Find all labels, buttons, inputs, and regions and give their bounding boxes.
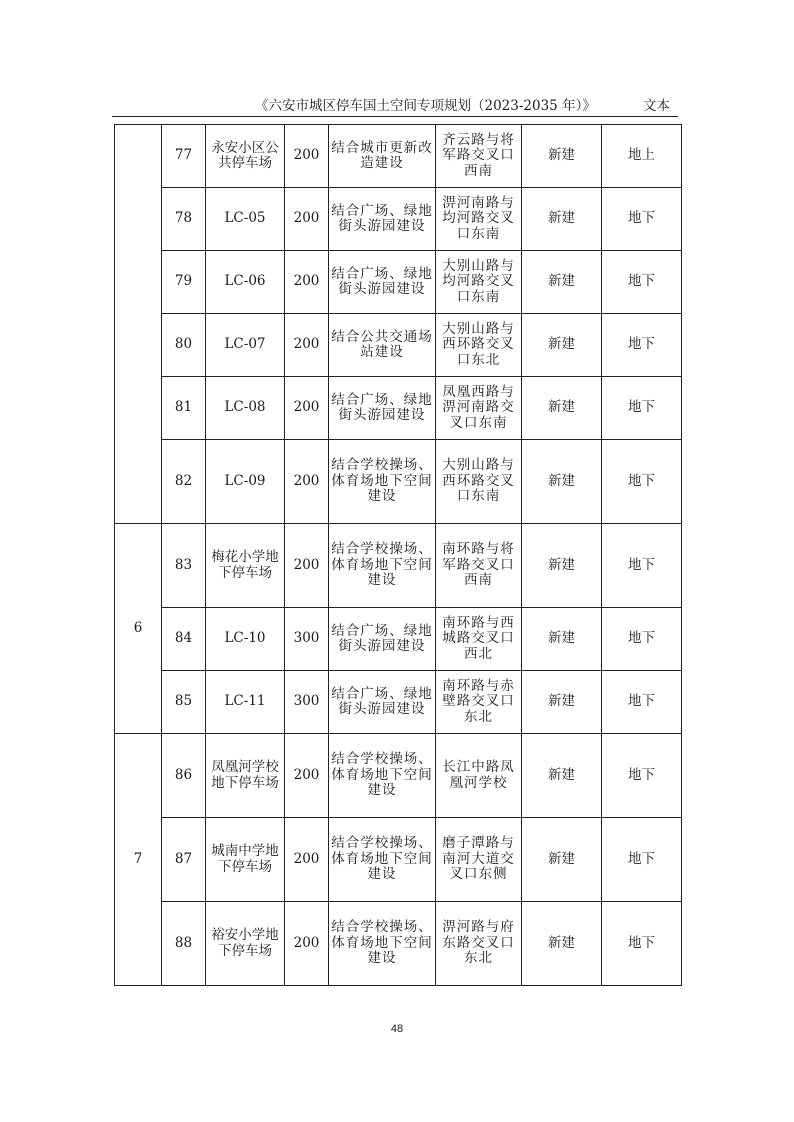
capacity-cell: 300 [285,608,329,671]
name-cell: LC-11 [206,671,285,734]
mode-cell: 结合广场、绿地街头游园建设 [329,671,436,734]
location-cell: 南环路与将军路交叉口西南 [436,524,522,608]
capacity-cell: 200 [285,818,329,902]
capacity-cell: 200 [285,902,329,986]
name-cell: 梅花小学地下停车场 [206,524,285,608]
location-cell: 淠河路与府东路交叉口东北 [436,902,522,986]
capacity-cell: 200 [285,377,329,440]
capacity-cell: 200 [285,524,329,608]
type-cell: 新建 [522,818,602,902]
mode-cell: 结合广场、绿地街头游园建设 [329,377,436,440]
header-divider [112,116,678,117]
page-header [0,94,794,118]
layer-cell: 地下 [602,608,682,671]
capacity-cell: 300 [285,671,329,734]
name-cell: 城南中学地下停车场 [206,818,285,902]
name-cell: 凤凰河学校地下停车场 [206,734,285,818]
table-row [115,524,682,608]
name-cell: LC-06 [206,251,285,314]
capacity-cell: 200 [285,314,329,377]
group-cell: 7 [115,734,162,986]
location-cell: 长江中路凤凰河学校 [436,734,522,818]
index-cell: 84 [162,608,206,671]
mode-cell: 结合学校操场、体育场地下空间建设 [329,440,436,524]
table-row [115,671,682,734]
index-cell: 79 [162,251,206,314]
mode-cell: 结合广场、绿地街头游园建设 [329,608,436,671]
mode-cell: 结合公共交通场站建设 [329,314,436,377]
table-row [115,125,682,188]
location-cell: 磨子潭路与南河大道交叉口东侧 [436,818,522,902]
capacity-cell: 200 [285,125,329,188]
type-cell: 新建 [522,608,602,671]
index-cell: 88 [162,902,206,986]
index-cell: 81 [162,377,206,440]
location-cell: 南环路与西城路交叉口西北 [436,608,522,671]
table-row [115,818,682,902]
location-cell: 南环路与赤壁路交叉口东北 [436,671,522,734]
type-cell: 新建 [522,251,602,314]
index-cell: 80 [162,314,206,377]
table-row [115,608,682,671]
name-cell: LC-05 [206,188,285,251]
document-type-label: 文本 [643,98,670,114]
mode-cell: 结合学校操场、体育场地下空间建设 [329,734,436,818]
index-cell: 86 [162,734,206,818]
table-row [115,902,682,986]
index-cell: 78 [162,188,206,251]
mode-cell: 结合学校操场、体育场地下空间建设 [329,818,436,902]
location-cell: 齐云路与将军路交叉口西南 [436,125,522,188]
layer-cell: 地上 [602,125,682,188]
table-row [115,440,682,524]
layer-cell: 地下 [602,188,682,251]
mode-cell: 结合城市更新改造建设 [329,125,436,188]
table-row [115,251,682,314]
mode-cell: 结合学校操场、体育场地下空间建设 [329,524,436,608]
type-cell: 新建 [522,734,602,818]
location-cell: 淠河南路与均河路交叉口东南 [436,188,522,251]
table-row [115,377,682,440]
type-cell: 新建 [522,671,602,734]
type-cell: 新建 [522,440,602,524]
location-cell: 大别山路与西环路交叉口东南 [436,440,522,524]
capacity-cell: 200 [285,251,329,314]
name-cell: LC-09 [206,440,285,524]
location-cell: 大别山路与均河路交叉口东南 [436,251,522,314]
name-cell: LC-10 [206,608,285,671]
capacity-cell: 200 [285,734,329,818]
type-cell: 新建 [522,524,602,608]
type-cell: 新建 [522,188,602,251]
type-cell: 新建 [522,314,602,377]
type-cell: 新建 [522,902,602,986]
table-row [115,314,682,377]
name-cell: LC-07 [206,314,285,377]
index-cell: 87 [162,818,206,902]
document-title: 《六安市城区停车国土空间专项规划（2023-2035 年）》 [255,98,596,114]
table-row [115,734,682,818]
layer-cell: 地下 [602,902,682,986]
type-cell: 新建 [522,125,602,188]
mode-cell: 结合学校操场、体育场地下空间建设 [329,902,436,986]
index-cell: 83 [162,524,206,608]
name-cell: 裕安小学地下停车场 [206,902,285,986]
location-cell: 凤凰西路与淠河南路交叉口东南 [436,377,522,440]
name-cell: 永安小区公共停车场 [206,125,285,188]
group-cell: 6 [115,524,162,734]
index-cell: 82 [162,440,206,524]
layer-cell: 地下 [602,377,682,440]
group-cell [115,125,162,524]
layer-cell: 地下 [602,818,682,902]
table-row [115,188,682,251]
parking-plan-table [114,124,682,986]
index-cell: 85 [162,671,206,734]
name-cell: LC-08 [206,377,285,440]
layer-cell: 地下 [602,251,682,314]
capacity-cell: 200 [285,188,329,251]
page-number: 48 [390,1023,404,1035]
capacity-cell: 200 [285,440,329,524]
location-cell: 大别山路与西环路交叉口东北 [436,314,522,377]
type-cell: 新建 [522,377,602,440]
layer-cell: 地下 [602,671,682,734]
mode-cell: 结合广场、绿地街头游园建设 [329,188,436,251]
mode-cell: 结合广场、绿地街头游园建设 [329,251,436,314]
layer-cell: 地下 [602,314,682,377]
layer-cell: 地下 [602,524,682,608]
layer-cell: 地下 [602,734,682,818]
layer-cell: 地下 [602,440,682,524]
index-cell: 77 [162,125,206,188]
